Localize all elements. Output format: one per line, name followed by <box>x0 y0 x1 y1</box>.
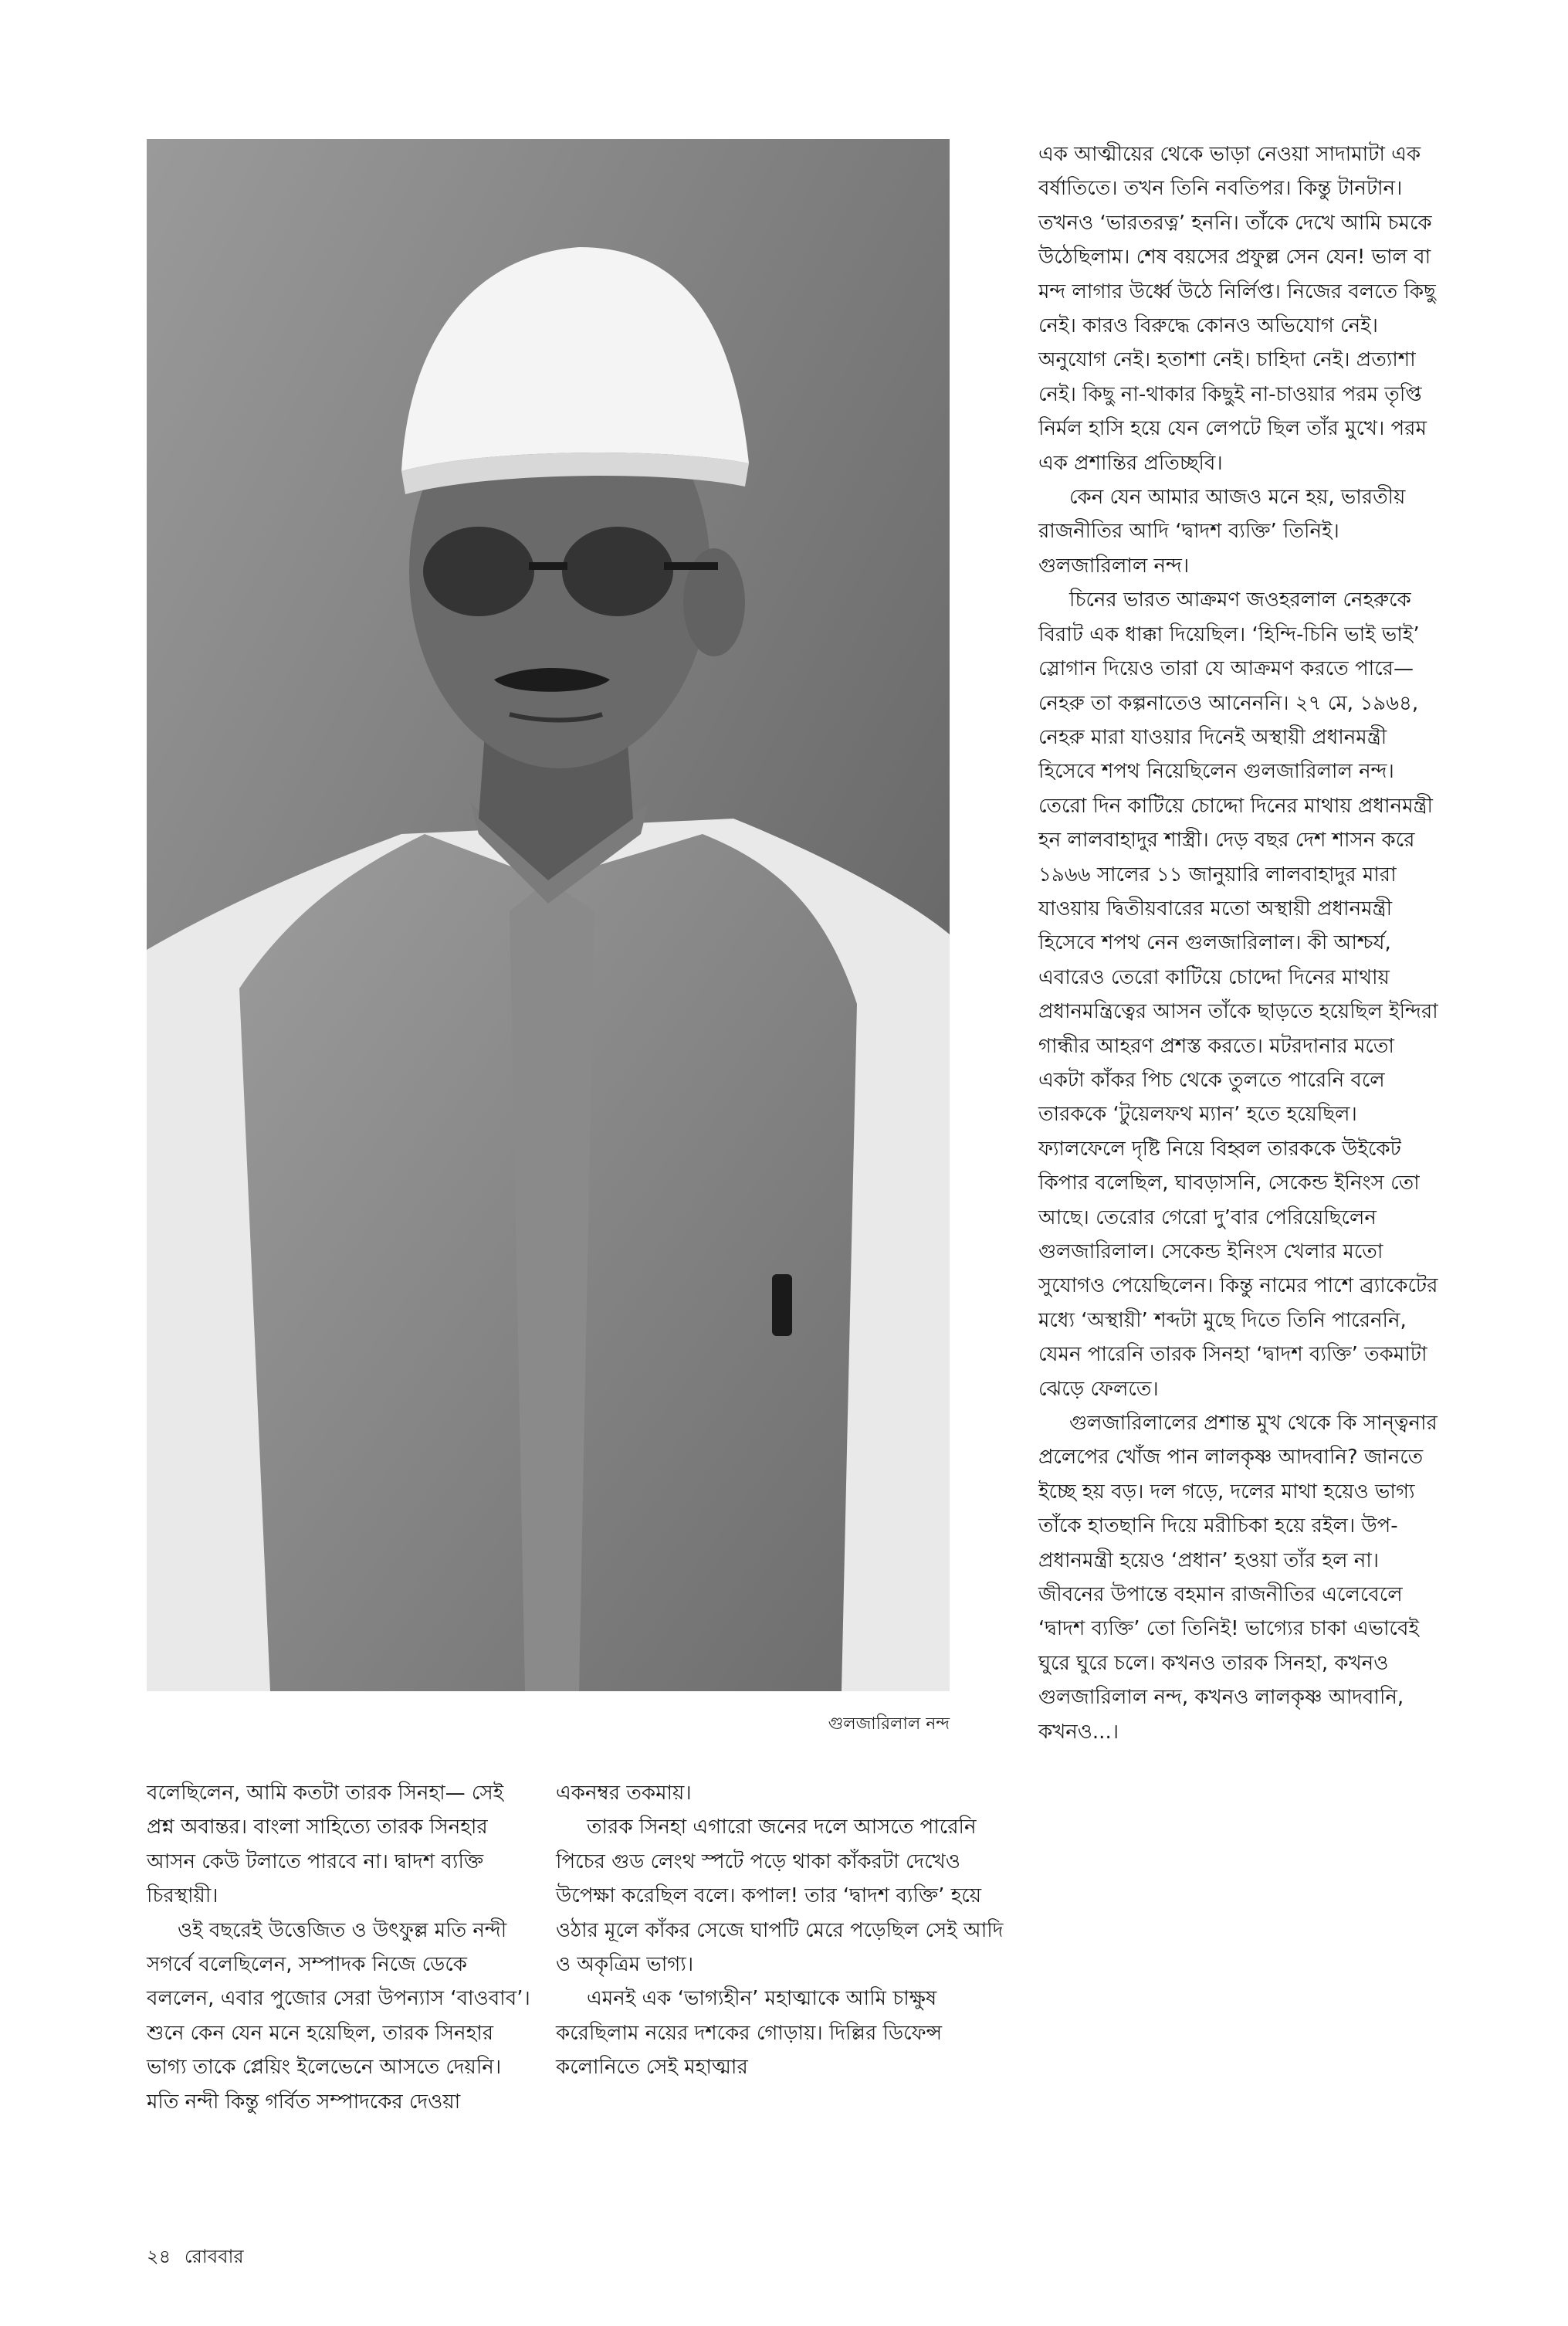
page-footer <box>147 2243 252 2270</box>
paragraph: ওই বছরেই উত্তেজিত ও উৎফুল্ল মতি নন্দী সগর্বে বলেছিলেন, সম্পাদক নিজে ডেকে বললেন, এবার পুজোর সেরা উপন্যাস ‘বাওবাব’। শুনে কেন যেন মনে হয়েছিল, তারক সিনহার ভাগ্য তাকে প্লেয়িং ইলেভেনে আসতে দেয়নি। মতি নন্দী কিন্তু গর্বিত সম্পাদকের দেওয়া <box>147 1918 530 2114</box>
paragraph: গুলজারিলালের প্রশান্ত মুখ থেকে কি সান্ত্বনার প্রলেপের খোঁজ পান লালকৃষ্ণ আদবানি? জানতে ইচ্ছে হয় বড়। দল গড়ে, দলের মাথা হয়েও ভাগ্য তাঁকে হাতছানি দিয়ে মরীচিকা হয়ে রইল। উপ-প্রধানমন্ত্রী হয়েও ‘প্রধান’ হওয়া তাঁর হল না। জীবনের উপান্তে বহমান রাজনীতির এলেবেলে ‘দ্বাদশ ব্যক্তি’ তো তিনিই! ভাগ্যের চাকা এভাবেই ঘুরে ঘুরে চলে। কখনও তারক সিনহা, কখনও গুলজারিলাল নন্দ, কখনও লালকৃষ্ণ আদবানি, কখনও...। <box>1038 1412 1438 1744</box>
paragraph: একনম্বর তকমায়। <box>556 1782 692 1805</box>
text-column-bottom-middle <box>556 1776 1004 2085</box>
portrait-illustration <box>147 139 950 1691</box>
paragraph: বলেছিলেন, আমি কতটা তারক সিনহা— সেই প্রশ্ন অবান্তর। বাংলা সাহিত্যে তারক সিনহার আসন কেউ টলাতে পারবে না। দ্বাদশ ব্যক্তি চিরস্থায়ী। <box>147 1782 504 1908</box>
text-column-bottom-left <box>147 1776 537 2119</box>
photo-caption: গুলজারিলাল নন্দ <box>828 1714 950 1734</box>
paragraph: এক আত্মীয়ের থেকে ভাড়া নেওয়া সাদামাটা এক বর্ষাতিতে। তখন তিনি নবতিপর। কিন্তু টানটান। তখনও ‘ভারতরত্ন’ হননি। তাঁকে দেখে আমি চমকে উঠেছিলাম। শেষ বয়সের প্রফুল্ল সেন যেন! ভাল বা মন্দ লাগার উর্ধ্বে উঠে নির্লিপ্ত। নিজের বলতে কিছু নেই। কারও বিরুদ্ধে কোনও অভিযোগ নেই। অনুযোগ নেই। হতাশা নেই। চাহিদা নেই। প্রত্যাশা নেই। কিছু না-থাকার কিছুই না-চাওয়ার পরম তৃপ্তি নির্মল হাসি হয়ে যেন লেপটে ছিল তাঁর মুখে। পরম এক প্রশান্তির প্রতিচ্ছবি। <box>1038 143 1436 475</box>
portrait-photo <box>147 139 950 1691</box>
text-column-right <box>1038 137 1440 1749</box>
page-number: ২৪ <box>147 2246 171 2267</box>
paragraph: তারক সিনহা এগারো জনের দলে আসতে পারেনি পিচের গুড লেংথ স্পটে পড়ে থাকা কাঁকরটা দেখেও উপেক্ষা করেছিল বলে। কপাল! তার ‘দ্বাদশ ব্যক্তি’ হয়ে ওঠার মূলে কাঁকর সেজে ঘাপটি মেরে পড়েছিল সেই আদি ও অকৃত্রিম ভাগ্য। <box>556 1816 1004 1977</box>
paragraph: এমনই এক ‘ভাগ্যহীন’ মহাত্মাকে আমি চাক্ষুষ করেছিলাম নয়ের দশকের গোড়ায়। দিল্লির ডিফেন্স কলোনিতে সেই মহাত্মার <box>556 1987 943 2080</box>
paragraph: চিনের ভারত আক্রমণ জওহরলাল নেহরুকে বিরাট এক ধাক্কা দিয়েছিল। ‘হিন্দি-চিনি ভাই ভাই’ স্লোগান দিয়েও তারা যে আক্রমণ করতে পারে— নেহরু তা কল্পনাতেও আনেননি। ২৭ মে, ১৯৬৪, নেহরু মারা যাওয়ার দিনেই অস্থায়ী প্রধানমন্ত্রী হিসেবে শপথ নিয়েছিলেন গুলজারিলাল নন্দ। তেরো দিন কাটিয়ে চোদ্দো দিনের মাথায় প্রধানমন্ত্রী হন লালবাহাদুর শাস্ত্রী। দেড় বছর দেশ শাসন করে ১৯৬৬ সালের ১১ জানুয়ারি লালবাহাদুর মারা যাওয়ায় দ্বিতীয়বারের মতো অস্থায়ী প্রধানমন্ত্রী হিসেবে শপথ নেন গুলজারিলাল। কী আশ্চর্য, এবারেও তেরো কাটিয়ে চোদ্দো দিনের মাথায় প্রধানমন্ত্রিত্বের আসন তাঁকে ছাড়তে হয়েছিল ইন্দিরা গান্ধীর আহরণ প্রশস্ত করতে। মটরদানার মতো একটা কাঁকর পিচ থেকে তুলতে পারেনি বলে তারককে ‘টুয়েলফথ ম্যান’ হতে হয়েছিল। ফ্যালফেলে দৃষ্টি নিয়ে বিহ্বল তারককে উইকেট কিপার বলেছিল, ঘাবড়াসনি, সেকেন্ড ইনিংস তো আছে। তেরোর গেরো দু’বার পেরিয়েছিলেন গুলজারিলাল। সেকেন্ড ইনিংস খেলার মতো সুযোগও পেয়েছিলেন। কিন্তু নামের পাশে ব্র্যাকেটের মধ্যে ‘অস্থায়ী’ শব্দটা মুছে দিতে তিনি পারেননি, যেমন পারেনি তারক সিনহা ‘দ্বাদশ ব্যক্তি’ তকমাটা ঝেড়ে ফেলতে। <box>1038 588 1438 1401</box>
magazine-name: রোববার <box>184 2246 244 2267</box>
paragraph: কেন যেন আমার আজও মনে হয়, ভারতীয় রাজনীতির আদি ‘দ্বাদশ ব্যক্তি’ তিনিই। গুলজারিলাল নন্দ। <box>1038 486 1406 578</box>
